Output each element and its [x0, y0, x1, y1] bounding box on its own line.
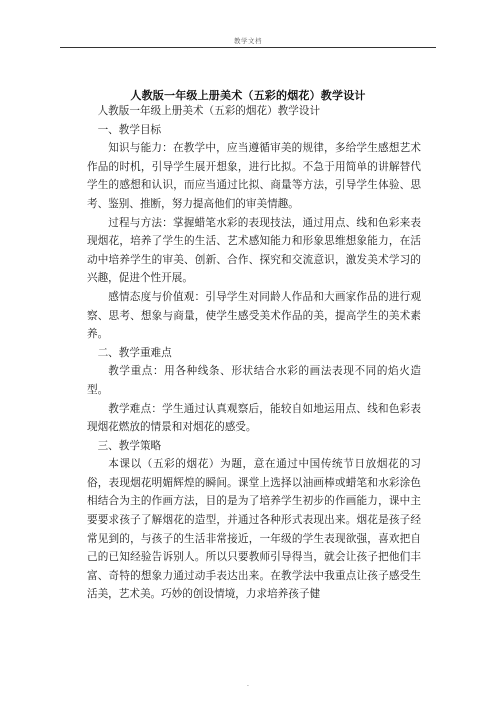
page-footer: .	[247, 681, 249, 688]
section-heading-key-points: 二、教学重难点	[97, 346, 172, 359]
paragraph-knowledge-ability: 知识与能力：在教学中，应当遵循审美的规律，多给学生感想艺术作品的时机，引导学生展开想象，进行比拟。不急于用简单的讲解替代学生的感想和认识，而应当通过比拟、商量等方法，引导学生体验、思考、鉴别、推断，努力提高他们的审美情趣。	[87, 142, 421, 210]
document-body	[87, 102, 421, 604]
paragraph-strategy: 本课以（五彩的烟花）为题，意在通过中国传统节日放烟花的习俗，表现烟花明媚辉煌的瞬间。课堂上选择以油画棒或蜡笔和水彩涂色相结合为主的作画方法，目的是为了培养学生初步的作画能力，课中主要要求孩子了解烟花的造型，并通过各种形式表现出来。烟花是孩子经常见到的，与孩子的生活非常接近，一年级的学生表现欲强，喜欢把自己的已知经验告诉别人。所以只要教师引导得当，就会让孩子把他们丰富、奇特的想象力通过动手表达出来。在教学法中我重点让孩子感受生活美，艺术美。巧妙的创设情境，力求培养孩子健	[87, 458, 421, 601]
paragraph-process-method: 过程与方法：掌握蜡笔水彩的表现技法，通过用点、线和色彩来表现烟花，培养了学生的生活、艺术感知能力和形象思维想象能力，在活动中培养学生的审美、创新、合作、探究和交流意识，激发美术学习的兴趣，促进个性开展。	[87, 216, 421, 285]
header-divider	[60, 47, 436, 48]
section-heading-strategy: 三、教学策略	[97, 439, 162, 452]
section-heading-objectives: 一、教学目标	[97, 123, 162, 136]
paragraph-key-point: 教学重点：用各种线条、形状结合水彩的画法表现不同的焰火造型。	[87, 365, 421, 396]
page-header: 教学文档	[234, 37, 262, 45]
paragraph-difficult-point: 教学难点：学生通过认真观察后，能较自如地运用点、线和色彩表现烟花燃放的情景和对烟花的感受。	[87, 402, 421, 434]
paragraph-attitude-values: 感情态度与价值观：引导学生对同龄人作品和大画家作品的进行观察、思考、想象与商量，使学生感受美术作品的美，提高学生的美术素养。	[87, 290, 421, 341]
subtitle-line: 人教版一年级上册美术（五彩的烟花）教学设计	[97, 105, 321, 117]
document-title: 人教版一年级上册美术（五彩的烟花）教学设计	[130, 89, 366, 102]
